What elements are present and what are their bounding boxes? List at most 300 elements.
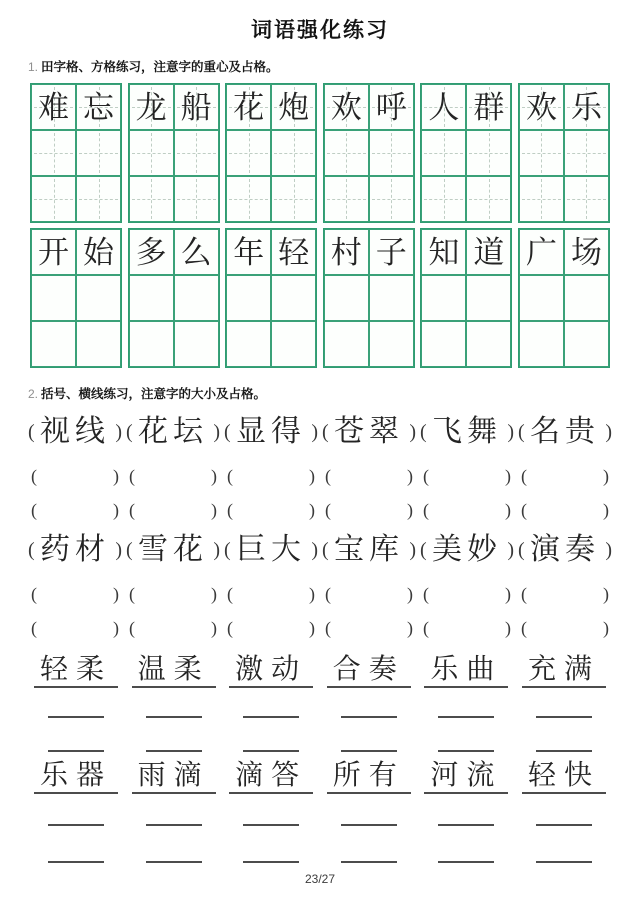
grid-empty-cell <box>466 275 511 321</box>
grid-empty-cell <box>174 130 219 176</box>
line-col <box>132 861 216 863</box>
grid-block <box>128 228 220 368</box>
underlined-word: 乐曲 <box>424 656 508 688</box>
grid-empty-cell <box>421 275 466 321</box>
grid-char-cell <box>369 84 414 130</box>
close-paren: ) <box>113 583 119 604</box>
open-paren: ( <box>31 499 37 520</box>
grid-empty-cell <box>31 130 76 176</box>
grid-empty-cell <box>76 176 121 222</box>
grid-char-cell <box>519 84 564 130</box>
close-paren: ) <box>211 499 217 520</box>
paren-blank-row <box>28 616 612 640</box>
underlined-word: 滴答 <box>229 762 313 794</box>
grid-char-cell <box>76 84 121 130</box>
close-paren: ) <box>309 617 315 638</box>
grid-empty-cell <box>421 321 466 367</box>
open-paren: ( <box>325 499 331 520</box>
line-col <box>522 716 606 718</box>
underlined-word: 轻快 <box>522 762 606 794</box>
line-col <box>522 656 606 688</box>
grid-block <box>225 228 317 368</box>
close-paren: ) <box>113 617 119 638</box>
grid-empty-cell <box>31 275 76 321</box>
open-paren: ( <box>227 617 233 638</box>
grid-empty-cell <box>519 275 564 321</box>
line-col <box>522 762 606 794</box>
paren-blank <box>518 616 612 640</box>
blank-line-row <box>34 794 606 826</box>
underlined-word: 激动 <box>229 656 313 688</box>
open-paren: ( <box>423 583 429 604</box>
grid-empty-cell <box>226 176 271 222</box>
grid-block <box>128 83 220 223</box>
grid-empty-cell <box>129 130 174 176</box>
grid-empty-cell <box>226 130 271 176</box>
practice-character: 开 <box>38 234 69 270</box>
grid-empty-cell <box>324 321 369 367</box>
practice-character: 广 <box>525 234 557 270</box>
grid-char-cell <box>271 84 316 130</box>
grid-char-cell <box>466 229 511 275</box>
practice-character: 龙 <box>135 89 167 125</box>
line-col <box>229 762 313 794</box>
close-paren: ) <box>113 465 119 486</box>
grid-empty-cell <box>76 275 121 321</box>
close-paren: ) <box>409 538 416 561</box>
paren-blank <box>224 498 318 522</box>
grid-char-cell <box>174 229 219 275</box>
grid-empty-cell <box>271 176 316 222</box>
close-paren: ) <box>213 420 220 443</box>
line-col <box>132 762 216 794</box>
paren-blank <box>420 498 514 522</box>
paren-word-text: 显得 <box>236 415 306 448</box>
practice-character: 多 <box>135 234 167 270</box>
underlined-word: 乐器 <box>34 762 118 794</box>
practice-character: 花 <box>233 89 265 125</box>
blank-line <box>243 716 299 718</box>
open-paren: ( <box>31 617 37 638</box>
grid-empty-cell <box>324 275 369 321</box>
grid-char-cell <box>421 229 466 275</box>
open-paren: ( <box>28 538 35 561</box>
line-col <box>424 656 508 688</box>
open-paren: ( <box>129 583 135 604</box>
grid-empty-cell <box>519 176 564 222</box>
paren-blank <box>126 616 220 640</box>
grid-char-cell <box>466 84 511 130</box>
grid-empty-cell <box>226 275 271 321</box>
grid-block <box>518 83 610 223</box>
grid-empty-cell <box>466 130 511 176</box>
section2-number: 2. <box>28 387 39 401</box>
paren-blank <box>322 498 416 522</box>
paren-word <box>126 526 220 574</box>
paren-word-row <box>28 526 612 574</box>
practice-character: 村 <box>330 234 362 270</box>
blank-line-row <box>34 718 606 752</box>
grid-empty-cell <box>324 130 369 176</box>
grid-empty-cell <box>519 321 564 367</box>
open-paren: ( <box>28 420 35 443</box>
practice-character: 呼 <box>375 89 407 125</box>
open-paren: ( <box>518 538 525 561</box>
open-paren: ( <box>423 617 429 638</box>
paren-word-text: 雪花 <box>138 533 208 566</box>
blank-line <box>243 750 299 752</box>
section1-label: 田字格、方格练习，注意字的重心及占格。 <box>41 60 279 74</box>
paren-blank <box>322 616 416 640</box>
close-paren: ) <box>407 617 413 638</box>
line-col <box>522 861 606 863</box>
blank-line-row <box>34 688 606 718</box>
paren-word <box>28 408 122 456</box>
practice-character: 始 <box>83 234 114 270</box>
practice-character: 炮 <box>278 89 310 125</box>
blank-line <box>48 861 104 863</box>
blank-line <box>146 824 202 826</box>
grid-block <box>323 83 415 223</box>
grid-empty-cell <box>174 321 219 367</box>
open-paren: ( <box>423 499 429 520</box>
grid-empty-cell <box>564 275 609 321</box>
paren-blank <box>28 582 122 606</box>
line-col <box>229 750 313 752</box>
line-col <box>327 762 411 794</box>
grid-char-cell <box>564 229 609 275</box>
blank-line <box>48 750 104 752</box>
close-paren: ) <box>407 583 413 604</box>
practice-character: 么 <box>180 234 212 270</box>
grid-empty-cell <box>564 321 609 367</box>
grid-empty-cell <box>129 275 174 321</box>
practice-character: 群 <box>473 89 505 125</box>
grid-empty-cell <box>466 321 511 367</box>
paren-word-text: 药材 <box>40 533 110 566</box>
open-paren: ( <box>227 499 233 520</box>
close-paren: ) <box>605 420 612 443</box>
line-col <box>327 824 411 826</box>
line-col <box>424 824 508 826</box>
grid-char-cell <box>226 84 271 130</box>
close-paren: ) <box>603 617 609 638</box>
paren-blank-row <box>28 464 612 488</box>
underlined-word: 河流 <box>424 762 508 794</box>
section2-heading <box>28 384 640 402</box>
open-paren: ( <box>129 499 135 520</box>
line-col <box>34 824 118 826</box>
practice-character: 道 <box>473 234 505 270</box>
underlined-word: 合奏 <box>327 656 411 688</box>
line-col <box>327 861 411 863</box>
grid-char-cell <box>421 84 466 130</box>
close-paren: ) <box>505 617 511 638</box>
paren-blank <box>224 464 318 488</box>
close-paren: ) <box>603 465 609 486</box>
open-paren: ( <box>31 583 37 604</box>
open-paren: ( <box>325 583 331 604</box>
grid-empty-cell <box>369 130 414 176</box>
close-paren: ) <box>113 499 119 520</box>
grid-empty-cell <box>421 176 466 222</box>
line-col <box>34 750 118 752</box>
paren-word <box>518 526 612 574</box>
tianzige-grid-row <box>30 83 610 223</box>
grid-char-cell <box>31 229 76 275</box>
grid-empty-cell <box>564 176 609 222</box>
grid-empty-cell <box>76 321 121 367</box>
grid-empty-cell <box>369 321 414 367</box>
grid-empty-cell <box>271 275 316 321</box>
grid-empty-cell <box>271 130 316 176</box>
open-paren: ( <box>224 538 231 561</box>
line-col <box>424 716 508 718</box>
open-paren: ( <box>322 420 329 443</box>
practice-character: 欢 <box>525 89 557 125</box>
close-paren: ) <box>407 499 413 520</box>
grid-char-cell <box>129 229 174 275</box>
practice-character: 忘 <box>83 89 114 125</box>
grid-empty-cell <box>271 321 316 367</box>
grid-char-cell <box>76 229 121 275</box>
blank-line <box>438 716 494 718</box>
paren-blank <box>126 498 220 522</box>
open-paren: ( <box>420 420 427 443</box>
grid-empty-cell <box>564 130 609 176</box>
grid-char-cell <box>174 84 219 130</box>
close-paren: ) <box>311 538 318 561</box>
grid-empty-cell <box>324 176 369 222</box>
close-paren: ) <box>311 420 318 443</box>
line-col <box>424 750 508 752</box>
open-paren: ( <box>227 583 233 604</box>
grid-empty-cell <box>174 176 219 222</box>
underlined-word: 充满 <box>522 656 606 688</box>
close-paren: ) <box>115 538 122 561</box>
line-col <box>424 861 508 863</box>
line-col <box>424 762 508 794</box>
paren-word-text: 巨大 <box>236 533 306 566</box>
paren-word <box>322 408 416 456</box>
grid-char-cell <box>271 229 316 275</box>
grid-char-cell <box>31 84 76 130</box>
grid-empty-cell <box>76 130 121 176</box>
section1-heading <box>28 57 640 75</box>
close-paren: ) <box>211 617 217 638</box>
blank-line <box>536 824 592 826</box>
paren-blank <box>28 616 122 640</box>
grid-empty-cell <box>226 321 271 367</box>
line-col <box>327 716 411 718</box>
open-paren: ( <box>423 465 429 486</box>
open-paren: ( <box>420 538 427 561</box>
grid-empty-cell <box>421 130 466 176</box>
blank-line <box>536 716 592 718</box>
paren-blank-row <box>28 498 612 522</box>
blank-line <box>438 750 494 752</box>
grid-block <box>323 228 415 368</box>
line-col <box>229 861 313 863</box>
line-col <box>34 762 118 794</box>
paren-blank <box>518 582 612 606</box>
paren-word <box>224 408 318 456</box>
grid-empty-cell <box>129 176 174 222</box>
line-col <box>132 656 216 688</box>
practice-character: 难 <box>38 89 69 125</box>
close-paren: ) <box>505 583 511 604</box>
page-title: 词语强化练习 <box>251 19 389 42</box>
word-line-row <box>34 752 606 794</box>
grid-empty-cell <box>174 275 219 321</box>
paren-word-text: 宝库 <box>334 533 404 566</box>
grid-empty-cell <box>519 130 564 176</box>
paren-word-text: 花坛 <box>138 415 208 448</box>
line-col <box>34 656 118 688</box>
close-paren: ) <box>507 420 514 443</box>
line-col <box>34 716 118 718</box>
grid-empty-cell <box>31 176 76 222</box>
close-paren: ) <box>505 499 511 520</box>
close-paren: ) <box>505 465 511 486</box>
paren-word <box>126 408 220 456</box>
open-paren: ( <box>322 538 329 561</box>
line-col <box>229 656 313 688</box>
close-paren: ) <box>309 583 315 604</box>
blank-line <box>243 861 299 863</box>
close-paren: ) <box>309 499 315 520</box>
paren-word <box>28 526 122 574</box>
practice-character: 欢 <box>330 89 362 125</box>
open-paren: ( <box>129 617 135 638</box>
blank-line <box>536 861 592 863</box>
open-paren: ( <box>521 583 527 604</box>
paren-word-text: 视线 <box>40 415 110 448</box>
close-paren: ) <box>213 538 220 561</box>
close-paren: ) <box>407 465 413 486</box>
grid-char-cell <box>369 229 414 275</box>
grid-block <box>30 83 122 223</box>
practice-character: 人 <box>428 89 460 125</box>
grid-empty-cell <box>369 275 414 321</box>
grid-block <box>225 83 317 223</box>
grid-block <box>420 228 512 368</box>
close-paren: ) <box>115 420 122 443</box>
blank-line <box>48 824 104 826</box>
grid-empty-cell <box>369 176 414 222</box>
paren-blank <box>518 498 612 522</box>
open-paren: ( <box>325 465 331 486</box>
practice-character: 船 <box>180 89 212 125</box>
grid-char-cell <box>324 84 369 130</box>
paren-word <box>420 408 514 456</box>
practice-character: 场 <box>570 234 602 270</box>
grid-block <box>518 228 610 368</box>
paren-blank <box>518 464 612 488</box>
paren-word <box>420 526 514 574</box>
paren-blank <box>28 498 122 522</box>
grid-char-cell <box>226 229 271 275</box>
practice-character: 子 <box>375 234 407 270</box>
blank-line <box>341 750 397 752</box>
paren-word-text: 名贵 <box>530 415 600 448</box>
paren-word <box>518 408 612 456</box>
line-col <box>522 750 606 752</box>
paren-word-text: 美妙 <box>432 533 502 566</box>
section1-number: 1. <box>28 60 39 74</box>
paren-blank <box>126 582 220 606</box>
close-paren: ) <box>409 420 416 443</box>
close-paren: ) <box>211 583 217 604</box>
underlined-word: 温柔 <box>132 656 216 688</box>
open-paren: ( <box>521 465 527 486</box>
fangge-grid-row <box>30 228 610 368</box>
underlined-word: 雨滴 <box>132 762 216 794</box>
word-line-row <box>34 646 606 688</box>
paren-blank <box>322 464 416 488</box>
underlined-word: 所有 <box>327 762 411 794</box>
open-paren: ( <box>227 465 233 486</box>
grid-block <box>420 83 512 223</box>
paren-blank <box>28 464 122 488</box>
blank-line <box>146 861 202 863</box>
grid-empty-cell <box>31 321 76 367</box>
paren-word <box>224 526 318 574</box>
paren-blank <box>420 464 514 488</box>
blank-line <box>146 716 202 718</box>
underlined-word: 轻柔 <box>34 656 118 688</box>
open-paren: ( <box>31 465 37 486</box>
close-paren: ) <box>603 499 609 520</box>
blank-line <box>536 750 592 752</box>
line-col <box>229 716 313 718</box>
line-col <box>229 824 313 826</box>
close-paren: ) <box>507 538 514 561</box>
blank-line <box>48 716 104 718</box>
close-paren: ) <box>211 465 217 486</box>
grid-empty-cell <box>129 321 174 367</box>
open-paren: ( <box>521 499 527 520</box>
blank-line <box>341 824 397 826</box>
practice-character: 年 <box>233 234 265 270</box>
blank-line <box>146 750 202 752</box>
close-paren: ) <box>603 583 609 604</box>
paren-word-row <box>28 408 612 456</box>
grid-empty-cell <box>466 176 511 222</box>
blank-line-row <box>34 826 606 863</box>
paren-blank <box>322 582 416 606</box>
grid-char-cell <box>519 229 564 275</box>
paren-blank <box>126 464 220 488</box>
open-paren: ( <box>518 420 525 443</box>
line-col <box>132 750 216 752</box>
paren-blank <box>420 582 514 606</box>
line-col <box>522 824 606 826</box>
grid-block <box>30 228 122 368</box>
paren-blank <box>224 616 318 640</box>
open-paren: ( <box>129 465 135 486</box>
practice-character: 轻 <box>278 234 310 270</box>
blank-line <box>438 861 494 863</box>
line-col <box>327 656 411 688</box>
grid-char-cell <box>564 84 609 130</box>
paren-word <box>322 526 416 574</box>
paren-blank <box>420 616 514 640</box>
line-col <box>132 716 216 718</box>
paren-word-text: 飞舞 <box>432 415 502 448</box>
practice-character: 知 <box>428 234 460 270</box>
page-number: 23/27 <box>304 872 336 886</box>
